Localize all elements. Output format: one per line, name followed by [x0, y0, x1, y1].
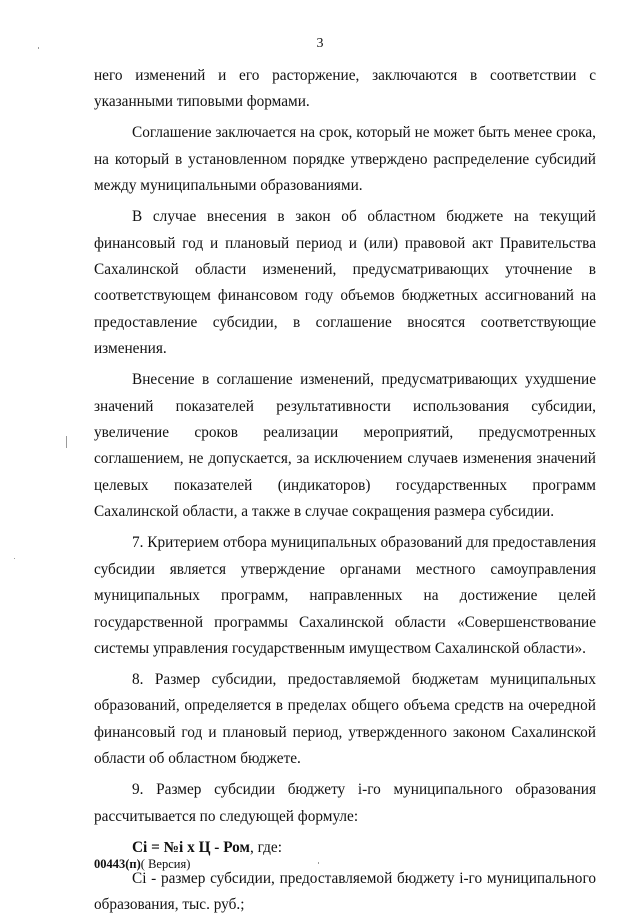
paragraph-agreement-term: Соглашение заключается на срок, который не может быть менее срока, на который в установленном порядке утверждено распределение субсидий между муниципальными образованиями. [94, 124, 596, 195]
scan-speck [318, 862, 319, 864]
formula-suffix: , где: [249, 838, 282, 856]
paragraph-subsidy-size: 8. Размер субсидии, предоставляемой бюджетам муниципальных образований, определяется в пределах общего объема средств на очередной финансовый год и плановый период, утвержденного законом Сахалинской области об областном бюджете. [94, 670, 596, 768]
scan-speck [38, 47, 39, 49]
page-number: 3 [316, 36, 324, 51]
paragraph-definition: Сi - размер субсидии, предоставляемой бюджету i-го муниципального образования, тыс. руб.; [94, 869, 596, 913]
scan-speck [66, 436, 67, 448]
scan-speck [14, 558, 15, 559]
document-footer [94, 857, 190, 872]
paragraph-continuation: него изменений и его расторжение, заключаются в соответствии с указанными типовыми формами. [94, 67, 596, 111]
paragraph-selection-criterion: 7. Критерием отбора муниципальных образований для предоставления субсидии является утверждение органами местного самоуправления муниципальных программ, направленных на достижение целей государственной программы Сахалинской области «Совершенствование системы управления государственным имуществом Сахалинской области». [94, 534, 596, 657]
paragraph-budget-changes: В случае внесения в закон об областном бюджете на текущий финансовый год и плановый период и (или) правовой акт Правительства Сахалинской области изменений, предусматривающих уточнение в соответствующем финансовом году объемов бюджетных ассигнований на предоставление субсидии, в соглашение вносятся соответствующие изменения. [94, 208, 596, 358]
paragraph-agreement-amendments: Внесение в соглашение изменений, предусматривающих ухудшение значений показателей результативности использования субсидии, увеличение сроков реализации мероприятий, предусмотренных соглашением, не допускается, за исключением случаев изменения значений целевых показателей (индикаторов) государственных программ Сахалинской области, а также в случае сокращения размера субсидии. [94, 371, 596, 521]
document-code: 00443(п) [94, 857, 141, 871]
paragraph-formula-intro: 9. Размер субсидии бюджету i-го муниципального образования рассчитывается по следующей формуле: [94, 781, 596, 825]
document-body [94, 63, 596, 923]
formula-expression: Сi = №i x Ц - Ром [132, 838, 250, 856]
version-label: ( Версия) [140, 857, 191, 871]
